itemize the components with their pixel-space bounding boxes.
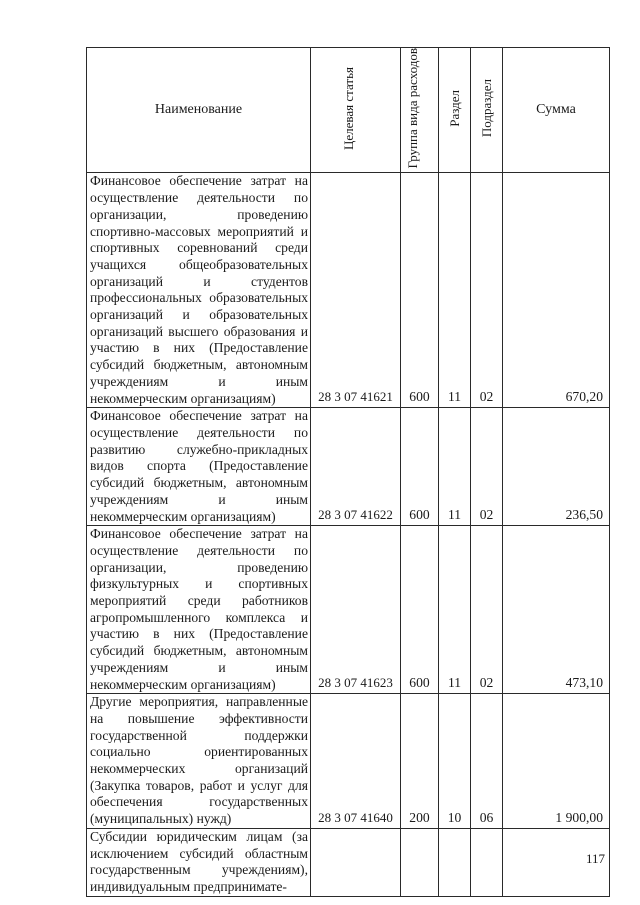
row-amount: 670,20 xyxy=(503,173,610,408)
row-name: Субсидии юридическим лицам (за исключением субсидий областным государственным учреждениям), индивидуальным предпринимате- xyxy=(87,828,311,896)
table-row xyxy=(87,828,610,896)
row-subsection: 02 xyxy=(471,526,503,694)
row-name: Финансовое обеспечение затрат на осуществление деятельности по организации, проведению спортивно-массовых мероприятий и спортивных соревнований среди учащихся общеобразовательных организаций и студентов профессиональных образовательных организаций и образовательных организаций высшего образования и участию в них (Предоставление субсидий бюджетным, автономным учреждениям и иным некоммерческим организациям) xyxy=(87,173,311,408)
row-name: Другие мероприятия, направленные на повышение эффективности государственной поддержки социально ориентированных некоммерческих организаций (Закупка товаров, работ и услуг для обеспечения государственных (муниципальных) нужд) xyxy=(87,694,311,829)
header-target-article xyxy=(311,48,401,173)
header-subsection-label: Подраздел xyxy=(478,79,494,138)
row-section: 10 xyxy=(439,694,471,829)
header-amount: Сумма xyxy=(503,48,610,173)
table-row xyxy=(87,173,610,408)
header-section-label: Раздел xyxy=(446,89,462,127)
row-expense-group: 600 xyxy=(401,173,439,408)
row-amount: 236,50 xyxy=(503,408,610,526)
row-subsection: 02 xyxy=(471,173,503,408)
header-expense-group-label: Группа вида расходов xyxy=(404,48,420,169)
page-number: 117 xyxy=(586,851,606,866)
row-section: 11 xyxy=(439,526,471,694)
header-subsection xyxy=(471,48,503,173)
budget-table xyxy=(86,47,610,897)
row-subsection: 02 xyxy=(471,408,503,526)
header-name: Наименование xyxy=(87,48,311,173)
row-amount: 473,10 xyxy=(503,526,610,694)
header-target-article-label: Целевая статья xyxy=(340,66,356,150)
table-row xyxy=(87,694,610,829)
row-expense-group: 200 xyxy=(401,694,439,829)
row-target-article: 28 3 07 41621 xyxy=(311,173,401,408)
row-expense-group: 600 xyxy=(401,526,439,694)
row-section xyxy=(439,828,471,896)
header-expense-group xyxy=(401,48,439,173)
table-row xyxy=(87,526,610,694)
table-row xyxy=(87,408,610,526)
row-section: 11 xyxy=(439,408,471,526)
row-target-article: 28 3 07 41622 xyxy=(311,408,401,526)
row-subsection xyxy=(471,828,503,896)
row-name: Финансовое обеспечение затрат на осуществление деятельности по развитию служебно-прикладных видов спорта (Предоставление субсидий бюджетным, автономным учреждениям и иным некоммерческим организациям) xyxy=(87,408,311,526)
row-section: 11 xyxy=(439,173,471,408)
row-expense-group: 600 xyxy=(401,408,439,526)
row-target-article: 28 3 07 41623 xyxy=(311,526,401,694)
row-name: Финансовое обеспечение затрат на осуществление деятельности по организации, проведению физкультурных и спортивных мероприятий среди работников агропромышленного комплекса и участию в них (Предоставление субсидий бюджетным, автономным учреждениям и иным некоммерческим организациям) xyxy=(87,526,311,694)
row-target-article xyxy=(311,828,401,896)
header-row xyxy=(87,48,610,173)
row-expense-group xyxy=(401,828,439,896)
row-subsection: 06 xyxy=(471,694,503,829)
row-amount: 1 900,00 xyxy=(503,694,610,829)
row-target-article: 28 3 07 41640 xyxy=(311,694,401,829)
header-section xyxy=(439,48,471,173)
